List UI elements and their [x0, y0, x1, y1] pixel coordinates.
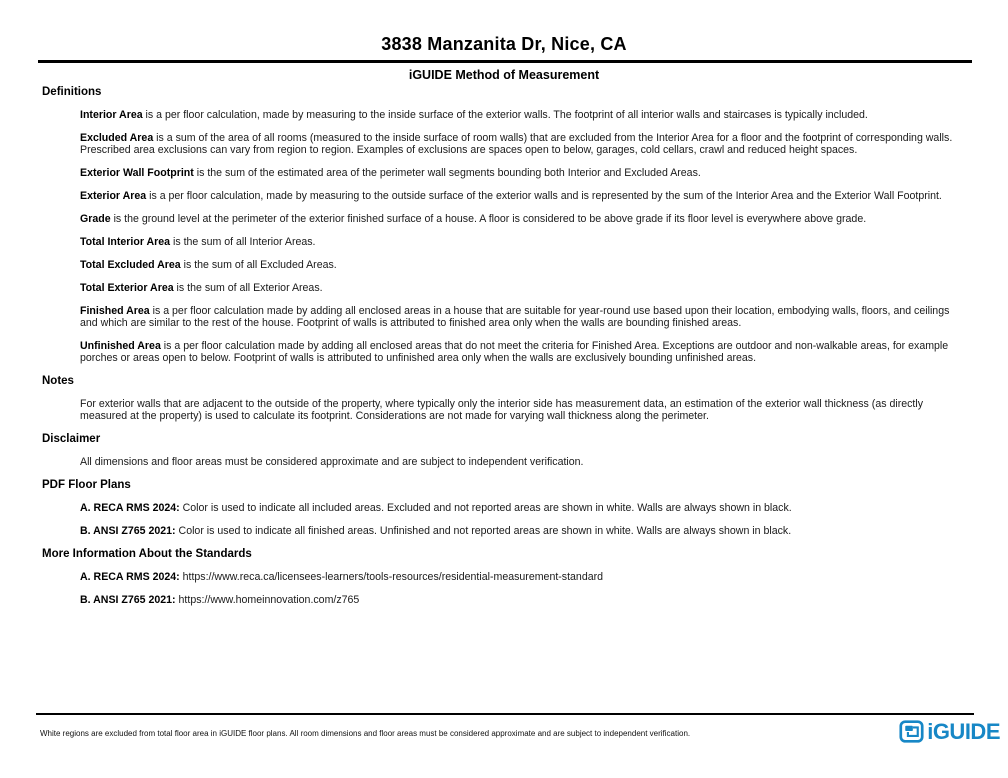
- ansi-standard-url[interactable]: https://www.homeinnovation.com/z765: [175, 594, 360, 606]
- standard-label: B. ANSI Z765 2021:: [80, 525, 176, 537]
- definition-term: Unfinished Area: [80, 340, 161, 352]
- definition-text: is a per floor calculation made by adding all enclosed areas in a house that are suitable for year-round use based upon their location, embodying walls, floors, and ceilings and which are similar to the rest of the house. Footprint of walls is attributed to finished area only when the walls are bounding finished areas.: [80, 305, 950, 329]
- definition-term: Excluded Area: [80, 132, 154, 144]
- definition-unfinished-area: [80, 340, 962, 364]
- standard-label: A. RECA RMS 2024:: [80, 571, 180, 583]
- section-heading-notes: Notes: [42, 375, 74, 387]
- standard-link-item-reca: [80, 571, 962, 583]
- definition-text: is the sum of the estimated area of the perimeter wall segments bounding both Interior and Excluded Areas.: [193, 167, 701, 179]
- standard-description: Color is used to indicate all included areas. Excluded and not reported areas are shown in white. Walls are always shown in black.: [179, 502, 792, 514]
- definition-term: Grade: [80, 213, 111, 225]
- definition-excluded-area: [80, 132, 962, 156]
- footer-divider: [36, 713, 974, 715]
- definition-text: is a per floor calculation made by adding all enclosed areas that do not meet the criteria for Finished Area. Exceptions are outdoor and non-walkable areas, for example porches or areas open to below. Footprint of walls is attributed to unfinished area only when the walls are exclusively bounding unfinished areas.: [80, 340, 949, 364]
- document-subtitle: iGUIDE Method of Measurement: [408, 68, 600, 82]
- definition-total-exterior-area: [80, 282, 962, 294]
- definition-interior-area: [80, 109, 962, 121]
- definition-text: is a per floor calculation, made by measuring to the outside surface of the exterior walls and is represented by the sum of the Interior Area and the Exterior Wall Footprint.: [146, 190, 942, 202]
- notes-text: For exterior walls that are adjacent to the outside of the property, where typically only the interior side has measurement data, an estimation of the exterior wall thickness (as directly measured at the property) is used to calculate its footprint. Considerations are not made for varying wall thickness along the perimeter.: [80, 398, 924, 422]
- section-heading-more-information: More Information About the Standards: [42, 548, 252, 560]
- definition-text: is a per floor calculation, made by measuring to the inside surface of the exterior walls. The footprint of all interior walls and staircases is typically included.: [142, 109, 868, 121]
- definition-term: Exterior Area: [80, 190, 147, 202]
- definition-exterior-wall-footprint: [80, 167, 962, 179]
- section-heading-definitions: Definitions: [42, 86, 102, 98]
- iguide-logo[interactable]: [899, 719, 1000, 744]
- standard-description: Color is used to indicate all finished areas. Unfinished and not reported areas are shown in white. Walls are always shown in black.: [175, 525, 792, 537]
- definition-term: Exterior Wall Footprint: [80, 167, 194, 179]
- definition-total-interior-area: [80, 236, 962, 248]
- page-title: 3838 Manzanita Dr, Nice, CA: [381, 34, 627, 54]
- pdf-plan-item-ansi: [80, 525, 962, 537]
- definition-text: is the sum of all Exterior Areas.: [173, 282, 323, 294]
- section-heading-pdf-floor-plans: PDF Floor Plans: [42, 479, 131, 491]
- definition-term: Interior Area: [80, 109, 143, 121]
- definition-total-excluded-area: [80, 259, 962, 271]
- definition-term: Finished Area: [80, 305, 150, 317]
- definition-grade: [80, 213, 962, 225]
- notes-paragraph: [80, 398, 962, 422]
- definition-text: is the sum of all Excluded Areas.: [180, 259, 337, 271]
- pdf-plan-item-reca: [80, 502, 962, 514]
- standard-link-item-ansi: [80, 594, 962, 606]
- standard-label: B. ANSI Z765 2021:: [80, 594, 176, 606]
- standard-label: A. RECA RMS 2024:: [80, 502, 180, 514]
- definition-finished-area: [80, 305, 962, 329]
- iguide-logo-icon: [899, 719, 924, 744]
- definition-text: is a sum of the area of all rooms (measured to the inside surface of room walls) that are excluded from the Interior Area for a floor and the footprint of corresponding walls. Prescribed area exclusions can vary from region to region. Examples of exclusions are spaces open to below, garages, cold cellars, crawl and reduced height spaces.: [80, 132, 953, 156]
- definition-exterior-area: [80, 190, 962, 202]
- definition-term: Total Interior Area: [80, 236, 171, 248]
- disclaimer-paragraph: [80, 456, 962, 468]
- disclaimer-text: All dimensions and floor areas must be considered approximate and are subject to independent verification.: [80, 456, 584, 468]
- footer-disclaimer-text: White regions are excluded from total floor area in iGUIDE floor plans. All room dimensions and floor areas must be considered approximate and are subject to independent verification.: [40, 729, 691, 738]
- definition-term: Total Excluded Area: [80, 259, 181, 271]
- definition-text: is the ground level at the perimeter of the exterior finished surface of a house. A floor is considered to be above grade if its floor level is everywhere above grade.: [110, 213, 867, 225]
- section-heading-disclaimer: Disclaimer: [42, 433, 101, 445]
- reca-standard-url[interactable]: https://www.reca.ca/licensees-learners/tools-resources/residential-measurement-standard: [179, 571, 604, 583]
- iguide-logo-text: iGUIDE: [927, 719, 1000, 744]
- definition-term: Total Exterior Area: [80, 282, 174, 294]
- header-divider: [38, 60, 972, 63]
- definition-text: is the sum of all Interior Areas.: [170, 236, 316, 248]
